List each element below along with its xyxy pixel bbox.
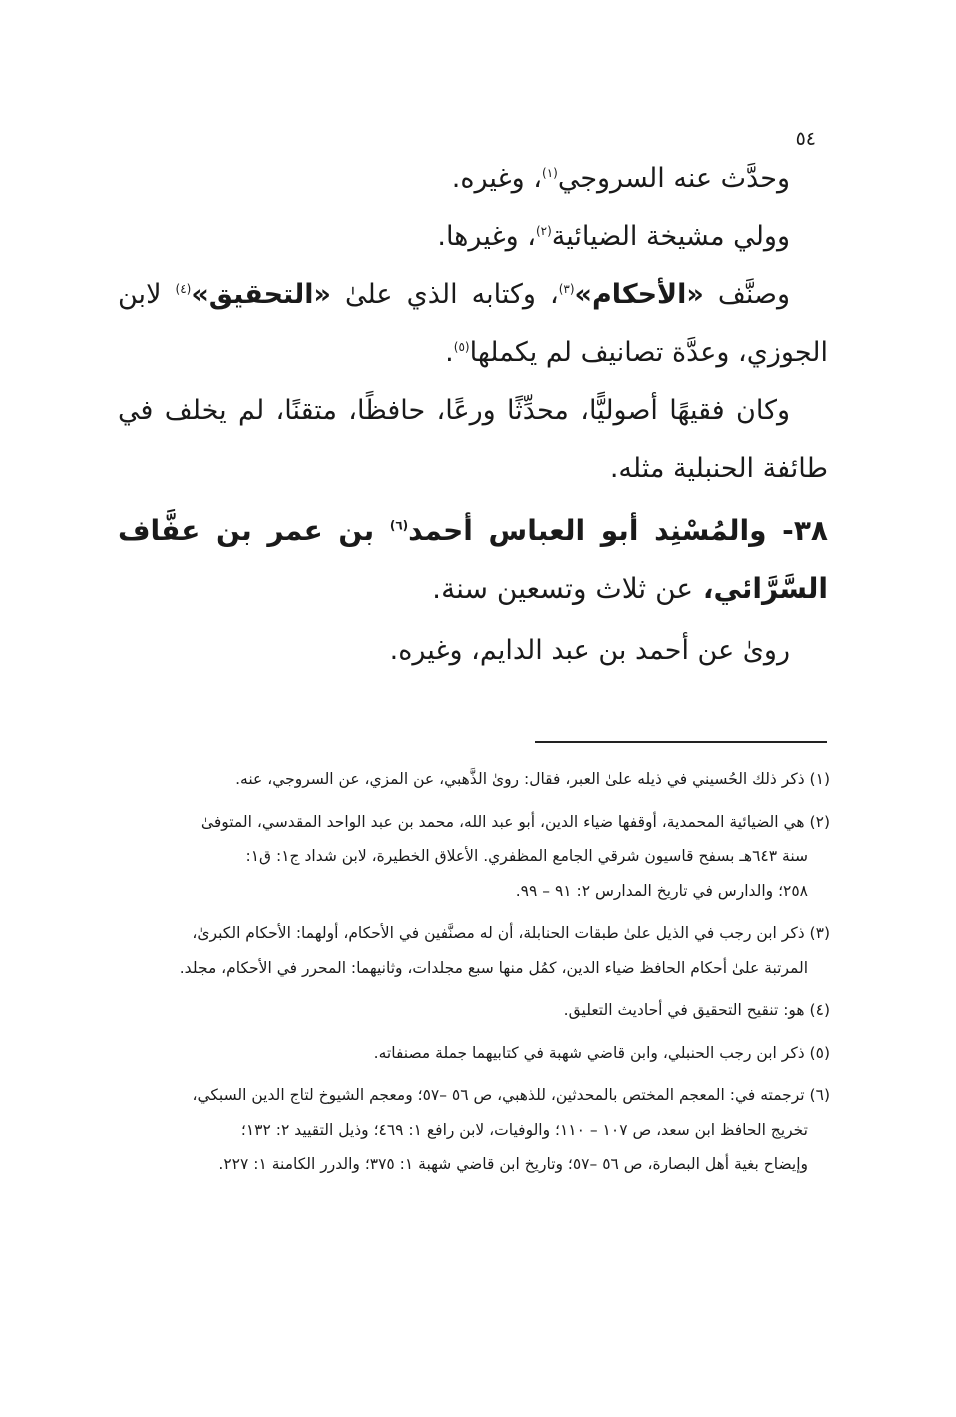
- entry-38-name: بن عمر بن عفَّاف السَّرَّائي،: [118, 514, 828, 605]
- footnote-6-line-3: وإيضاح بغية أهل البصارة، ص ٥٦ –٥٧؛ وتاريخ ابن قاضي شهبة ١: ٣٧٥؛ والدرر الكامنة ١: ٢٢٧.: [218, 1155, 808, 1173]
- paragraph-3-text-c: لابن الجوزي، وعدَّة تصانيف لم يكملها: [118, 279, 828, 368]
- paragraph-3: [118, 266, 828, 382]
- paragraph-5: روىٰ عن أحمد بن عبد الدايم، وغيره.: [389, 635, 790, 666]
- footnote-2-line-2: سنة ٦٤٣هـ بسفح قاسيون شرقي الجامع المظفري. الأعلاق الخطيرة، لابن شداد ج١: ق١:: [245, 847, 808, 865]
- page-number: ٥٤: [795, 128, 816, 150]
- footnote-5: [118, 1036, 830, 1071]
- footnote-5-text: ذكر ابن رجب الحنبلي، وابن قاضي شهبة في كتابيهما جملة مصنفاته.: [373, 1043, 805, 1062]
- footnote-2: [118, 805, 830, 909]
- footnote-ref-5[interactable]: (٥): [453, 340, 470, 354]
- footnote-3-text: ذكر ابن رجب في الذيل علىٰ طبقات الحنابلة، أن له مصنَّفين في الأحكام، أولهما: الأحكام الكبرىٰ،: [192, 924, 805, 942]
- footnote-ref-2[interactable]: (٢): [535, 224, 552, 238]
- footnote-ref-3[interactable]: (٣): [558, 282, 575, 296]
- footnote-1-label: (١): [809, 770, 830, 788]
- footnote-3: [118, 916, 830, 985]
- footnote-3-label: (٣): [809, 924, 830, 942]
- footnote-4: [118, 993, 830, 1028]
- footnote-divider: [535, 741, 827, 743]
- footnote-5-label: (٥): [809, 1043, 830, 1062]
- main-text: [118, 150, 828, 680]
- entry-38: [118, 502, 828, 618]
- paragraph-3-text-b: ، وكتابه الذي علىٰ: [330, 279, 559, 310]
- paragraph-3-text-a: وصنَّف: [703, 279, 790, 310]
- footnote-ref-1[interactable]: (١): [542, 166, 558, 180]
- footnote-6: [118, 1078, 830, 1182]
- footnote-ref-6[interactable]: (٦): [389, 518, 409, 533]
- footnote-1-text: ذكر ذلك الحُسيني في ذيله علىٰ العبر، فقال: روىٰ الذَّهبي، عن المزي، عن السروجي، عنه.: [235, 770, 805, 788]
- footnote-ref-4[interactable]: (٤): [175, 282, 192, 296]
- paragraph-3-text-d: .: [445, 337, 454, 368]
- footnote-2-line-3: ٢٥٨؛ والدارس في تاريخ المدارس ٢: ٩١ – ٩٩.: [515, 881, 808, 900]
- paragraph-2-text-a: وولي مشيخة الضيائية: [551, 221, 790, 252]
- entry-38-age: عن ثلاث وتسعين سنة.: [432, 572, 694, 605]
- footnote-2-label: (٢): [809, 812, 830, 831]
- footnote-2-text: هي الضيائية المحمدية، أوقفها ضياء الدين، أبو عبد الله، محمد بن عبد الواحد المقدسي، المتوفىٰ: [200, 812, 805, 831]
- footnote-4-label: (٤): [809, 1001, 830, 1019]
- paragraph-2-text-b: ، وغيرها.: [437, 221, 536, 252]
- paragraph-4: وكان فقيهًا أصوليًّا، محدِّثًا ورعًا، حافظًا، متقنًا، لم يخلف في طائفة الحنبلية مثله.: [118, 395, 828, 484]
- entry-38-heading: ٣٨- والمُسْنِد أبو العباس أحمد: [408, 514, 828, 547]
- book-title-tahqiq: «التحقيق»: [191, 279, 331, 310]
- footnote-3-line-2: المرتبة علىٰ أحكام الحافظ ضياء الدين، كمُل منها سبع مجلدات، وثانيهما: المحرر في الأحكام، مجلد.: [179, 958, 808, 977]
- footnote-6-text: ترجمته في: المعجم المختص بالمحدثين، للذهبي، ص ٥٦ –٥٧؛ ومعجم الشيوخ لتاج الدين السبكي،: [192, 1086, 805, 1104]
- book-title-ahkam: «الأحكام»: [574, 279, 704, 310]
- paragraph-1: [118, 150, 828, 208]
- footnotes: [118, 762, 830, 1190]
- footnote-6-label: (٦): [809, 1086, 830, 1104]
- footnote-4-text: هو: تنقيح التحقيق في أحاديث التعليق.: [563, 1001, 805, 1019]
- paragraph-1-text-b: ، وغيره.: [451, 163, 542, 194]
- footnote-6-line-2: تخريج الحافظ ابن سعد، ص ١٠٧ – ١١٠؛ والوفيات، لابن رافع ١: ٤٦٩؛ وذيل التقييد ٢: ١٣٢؛: [240, 1120, 808, 1139]
- paragraph-1-text-a: وحدَّث عنه السروجي: [557, 163, 790, 194]
- paragraph-2: [118, 208, 828, 266]
- footnote-1: [118, 762, 830, 797]
